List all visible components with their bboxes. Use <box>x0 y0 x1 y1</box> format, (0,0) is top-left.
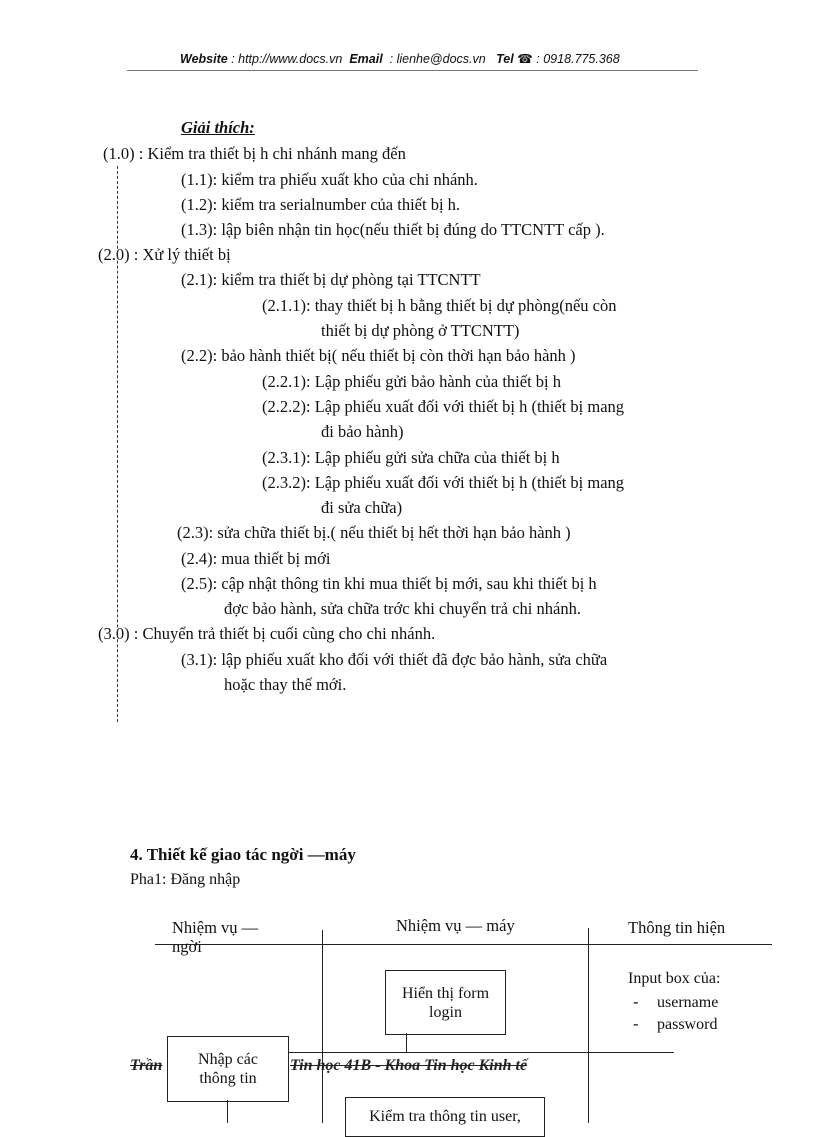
col2-header: Nhiệm vụ — máy <box>396 916 515 935</box>
website-label: Website <box>180 52 228 66</box>
line-3-1-cont: hoặc thay thế mới. <box>224 675 347 694</box>
line-2-3: (2.3): sửa chữa thiết bị.( nếu thiết bị hết thời hạn bảo hành ) <box>177 523 571 542</box>
column-divider-1 <box>322 930 323 1123</box>
line-2-1-1-cont: thiết bị dự phòng ở TTCNTT) <box>321 321 520 340</box>
line-2-2: (2.2): bảo hành thiết bị( nếu thiết bị còn thời hạn bảo hành ) <box>181 346 576 365</box>
line-2-4: (2.4): mua thiết bị mới <box>181 549 331 568</box>
line-2-3-2-cont: đi sửa chữa) <box>321 498 403 517</box>
box-input-line1: Nhập các <box>198 1051 258 1068</box>
line-3-1: (3.1): lập phiếu xuất kho đối với thiết đã đợc bảo hành, sửa chữa <box>181 650 608 669</box>
info-item-password: password <box>657 1016 718 1033</box>
info-title: Input box của: <box>628 970 721 987</box>
page-header <box>180 51 620 66</box>
line-2-5: (2.5): cập nhật thông tin khi mua thiết bị mới, sau khi thiết bị h <box>181 574 597 593</box>
box-login-line1: Hiển thị form <box>401 984 490 1002</box>
info-bullet-1: - <box>633 992 639 1011</box>
explain-title: Giải thích: <box>181 118 255 137</box>
check-user-box <box>345 1097 545 1137</box>
info-bullet-2: - <box>633 1014 639 1033</box>
show-login-form-box <box>385 970 506 1035</box>
email-label: Email <box>349 52 383 66</box>
column-divider-2 <box>588 928 589 1123</box>
section-subheading: Pha1: Đăng nhập <box>130 871 241 888</box>
section-heading: 4. Thiết kế giao tác ngời —máy <box>130 845 356 864</box>
tel-value: : 0918.775.368 <box>536 52 620 66</box>
header-divider <box>155 944 772 945</box>
line-3-0: (3.0) : Chuyển trả thiết bị cuối cùng cho chi nhánh. <box>98 624 436 643</box>
col1-header: Nhiệm vụ — <box>172 918 259 937</box>
info-item-username: username <box>657 994 719 1011</box>
col3-header: Thông tin hiện <box>628 918 726 937</box>
line-2-1: (2.1): kiểm tra thiết bị dự phòng tại TTCNTT <box>181 270 481 289</box>
line-2-2-2: (2.2.2): Lập phiếu xuất đối với thiết bị h (thiết bị mang <box>262 397 625 416</box>
box-login-line2: login <box>429 1003 462 1021</box>
box-input-line2: thông tin <box>199 1070 257 1087</box>
line-2-2-1: (2.2.1): Lập phiếu gửi bảo hành của thiết bị h <box>262 372 561 391</box>
flow-line <box>286 1052 674 1053</box>
email-value[interactable]: : lienhe@docs.vn <box>389 52 486 66</box>
col1-header-2: ngời <box>172 937 202 956</box>
line-2-1-1: (2.1.1): thay thiết bị h bằng thiết bị dự phòng(nếu còn <box>262 296 617 315</box>
line-1-2: (1.2): kiểm tra serialnumber của thiết bị h. <box>181 195 461 214</box>
footer-left: Trần <box>130 1057 163 1074</box>
tel-label: Tel <box>496 52 514 66</box>
connector-login <box>406 1033 407 1053</box>
line-2-5-cont: đợc bảo hành, sửa chữa trớc khi chuyển trả chi nhánh. <box>224 599 581 618</box>
header-rule <box>127 70 698 71</box>
website-value[interactable]: : http://www.docs.vn <box>231 52 343 66</box>
tree-guide-line <box>117 166 118 722</box>
connector-input <box>227 1100 228 1123</box>
line-2-0: (2.0) : Xử lý thiết bị <box>98 245 231 264</box>
line-1-0: (1.0) : Kiểm tra thiết bị h chi nhánh mang đến <box>103 144 406 163</box>
line-2-3-1: (2.3.1): Lập phiếu gửi sửa chữa của thiết bị h <box>262 448 560 467</box>
line-2-3-2: (2.3.2): Lập phiếu xuất đối với thiết bị h (thiết bị mang <box>262 473 625 492</box>
box-check-text: Kiểm tra thông tin user, <box>369 1108 521 1125</box>
line-1-1: (1.1): kiểm tra phiếu xuất kho của chi nhánh. <box>181 170 478 189</box>
phone-icon: ☎ <box>517 52 533 66</box>
footer-right: Tin học 41B - Khoa Tin học Kinh tế <box>290 1057 528 1074</box>
line-1-3: (1.3): lập biên nhận tin học(nếu thiết bị đúng do TTCNTT cấp ). <box>181 220 605 239</box>
enter-info-box <box>167 1036 289 1102</box>
line-2-2-2-cont: đi bảo hành) <box>321 422 404 441</box>
